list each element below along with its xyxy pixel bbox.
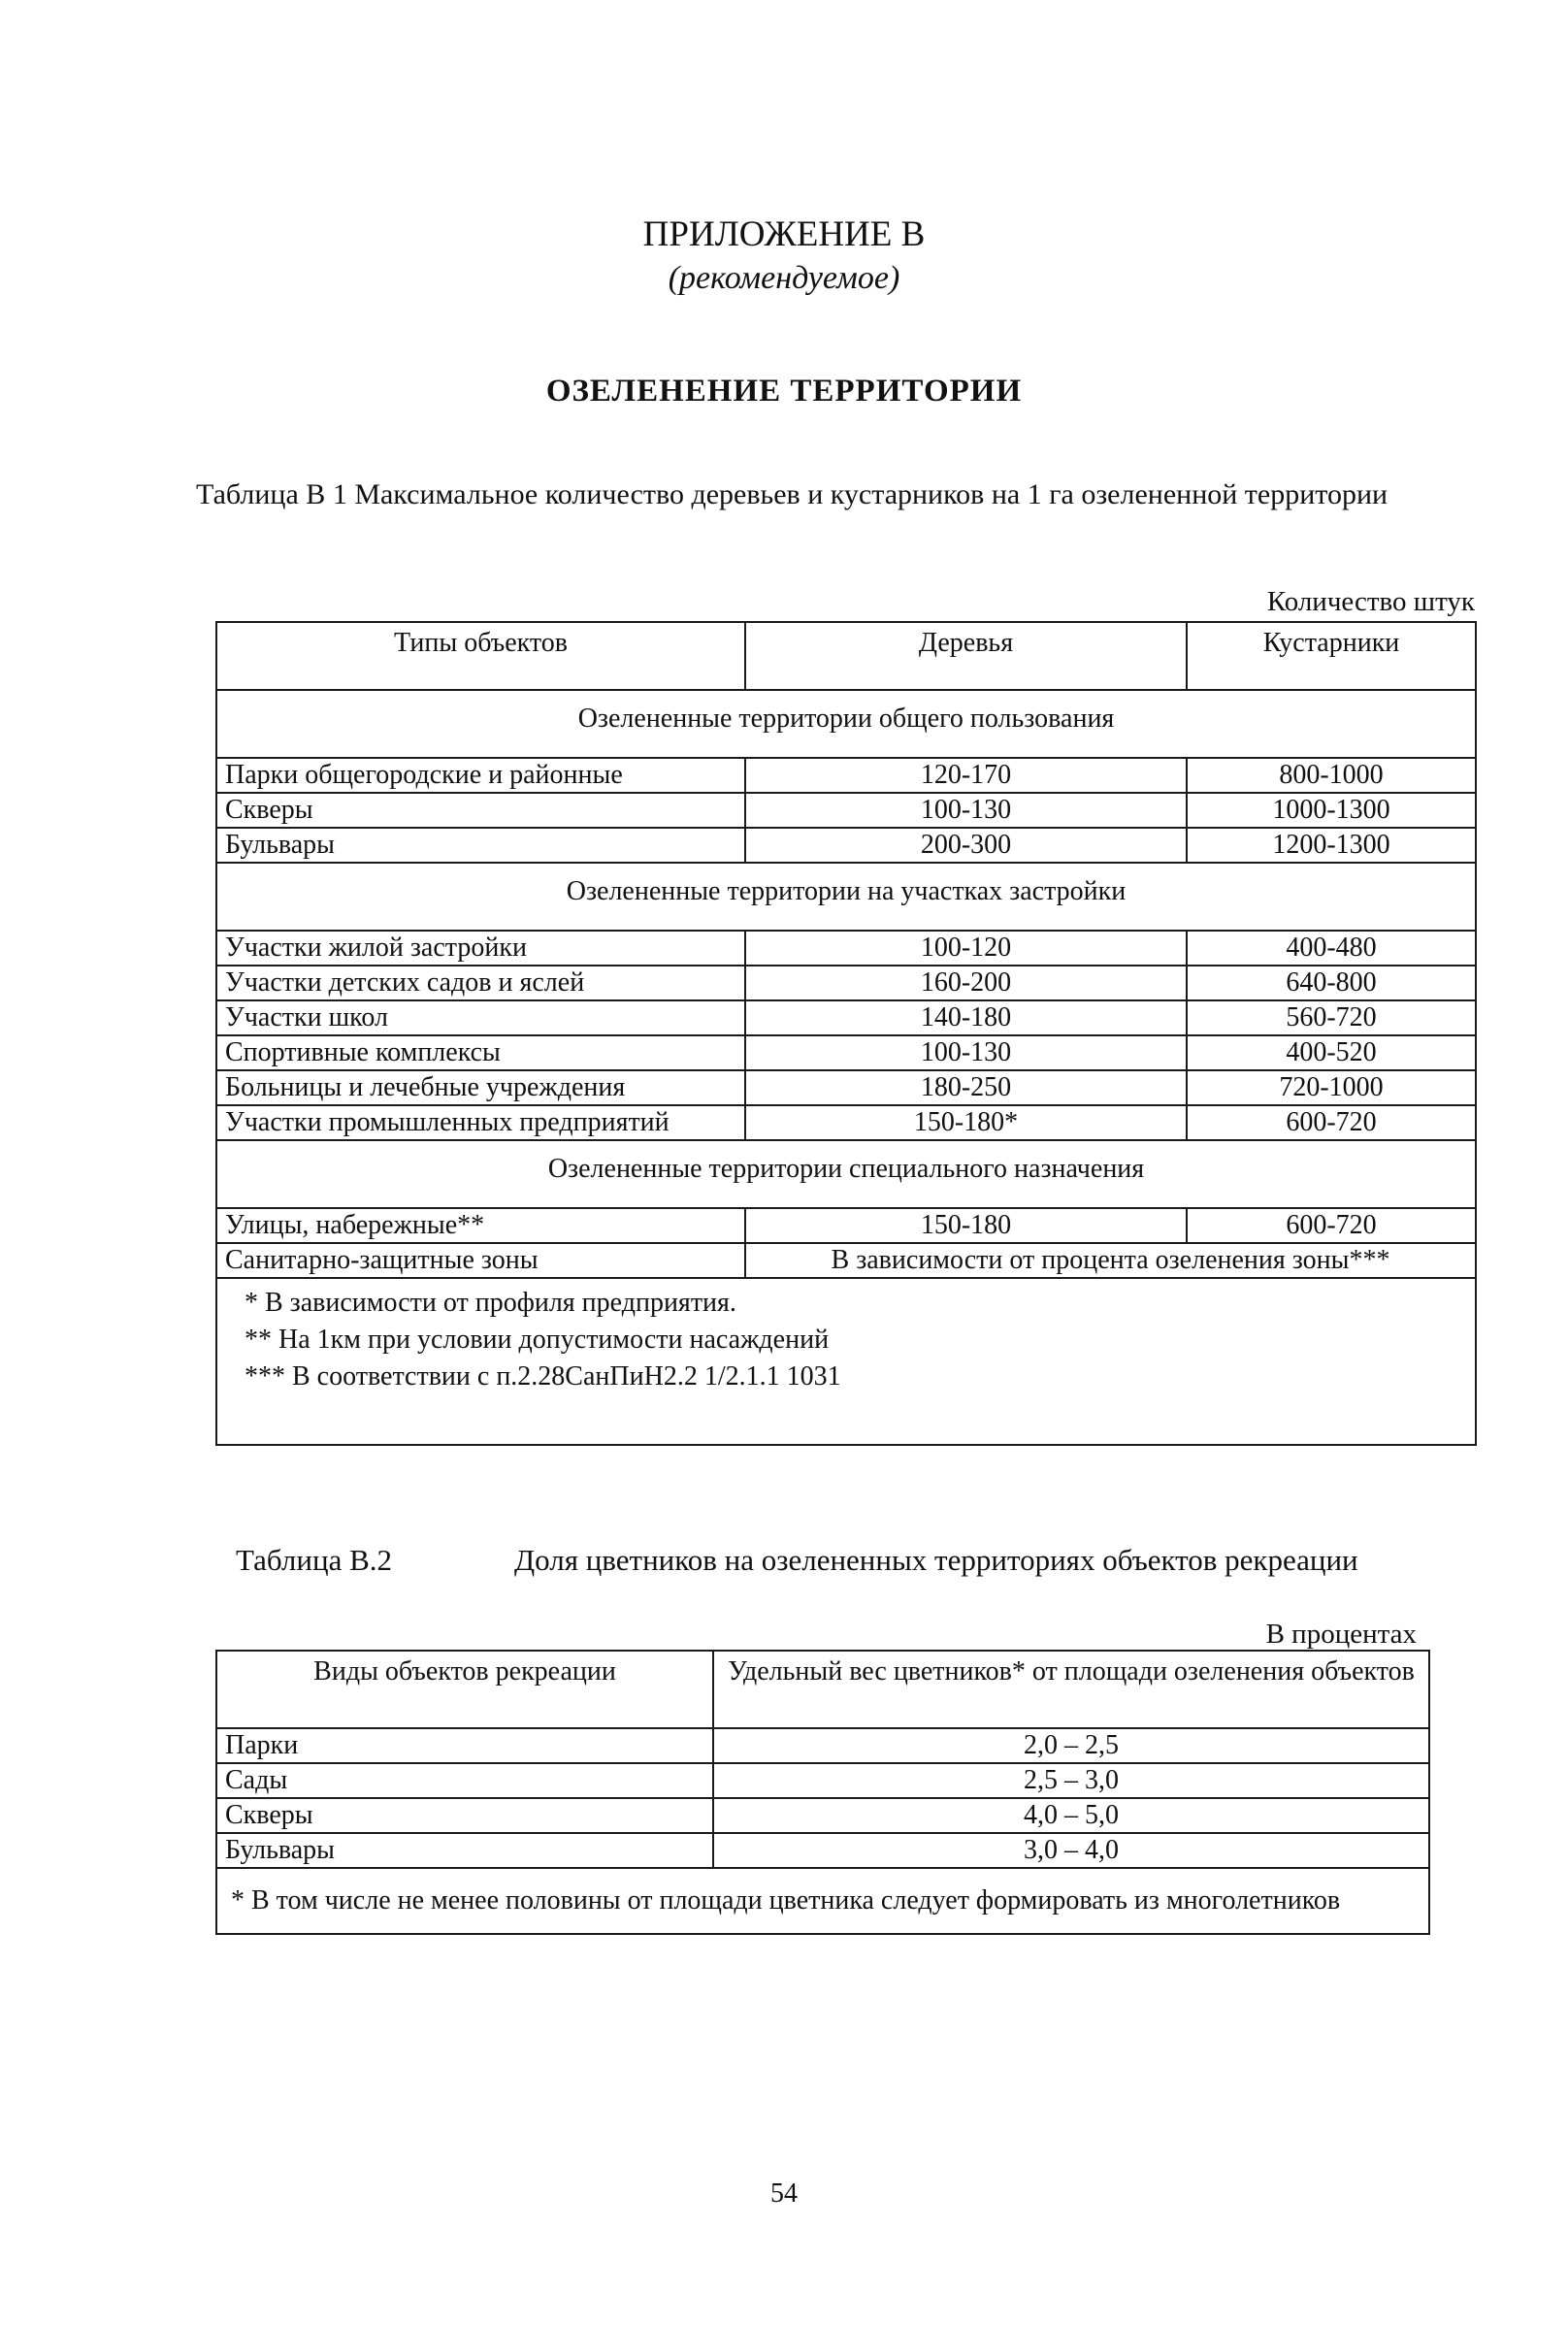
table1-cell-type: Парки общегородские и районные [216,758,745,793]
table1-notes-spacer [245,1395,1461,1438]
table1-cell-shrubs: 600-720 [1187,1208,1476,1243]
table2-header-row [216,1651,1429,1728]
table1-cell-type: Участки промышленных предприятий [216,1105,745,1140]
table1-group-title: Озелененные территории общего пользования [216,690,1476,758]
table1-cell-type: Участки жилой застройки [216,931,745,966]
table2-caption-label: Таблица В.2 [236,1543,393,1577]
table1-cell-shrubs: 720-1000 [1187,1070,1476,1105]
table1-cell-type: Спортивные комплексы [216,1035,745,1070]
table2-header-kind: Виды объектов рекреации [216,1651,713,1728]
table1-cell-type: Больницы и лечебные учреждения [216,1070,745,1105]
table1-cell-shrubs: 560-720 [1187,1000,1476,1035]
table1-cell-shrubs: 600-720 [1187,1105,1476,1140]
table1-cell-span: В зависимости от процента озеленения зоны*** [745,1243,1476,1278]
table2-cell-share: 3,0 – 4,0 [713,1833,1429,1868]
table-row [216,1243,1476,1278]
table2-notes-row [216,1868,1429,1934]
table1-note: ** На 1км при условии допустимости насаждений [245,1325,830,1355]
table1-group-row [216,863,1476,931]
table1-group-row [216,690,1476,758]
table1-header-shrubs: Кустарники [1187,622,1476,690]
table1-cell-type: Участки школ [216,1000,745,1035]
table1-header-row [216,622,1476,690]
table2-cell-kind: Скверы [216,1798,713,1833]
table-row [216,1728,1429,1763]
table1-note: *** В соответствии с п.2.28СанПиН2.2 1/2.1.1 1031 [245,1361,841,1392]
table1-notes [216,1278,1476,1445]
table1-cell-type: Скверы [216,793,745,828]
table1-header-type: Типы объектов [216,622,745,690]
table1-cell-shrubs: 800-1000 [1187,758,1476,793]
table1-cell-shrubs: 400-480 [1187,931,1476,966]
table1 [215,621,1477,1446]
table-row [216,1208,1476,1243]
table1-cell-trees: 100-120 [745,931,1187,966]
table2-cell-kind: Парки [216,1728,713,1763]
table1-cell-trees: 100-130 [745,1035,1187,1070]
table2-cell-share: 4,0 – 5,0 [713,1798,1429,1833]
table1-cell-trees: 200-300 [745,828,1187,863]
section-title: ОЗЕЛЕНЕНИЕ ТЕРРИТОРИИ [545,374,1023,409]
table1-units: Количество штук [1266,586,1475,617]
table1-group-title: Озелененные территории на участках застройки [216,863,1476,931]
table1-cell-trees: 100-130 [745,793,1187,828]
table1-group-title: Озелененные территории специального назначения [216,1140,1476,1208]
table1-group-row [216,1140,1476,1208]
table1-cell-trees: 150-180 [745,1208,1187,1243]
table2 [215,1650,1430,1935]
table2-cell-share: 2,5 – 3,0 [713,1763,1429,1798]
table2-cell-share: 2,0 – 2,5 [713,1728,1429,1763]
table-row [216,1833,1429,1868]
table-row [216,966,1476,1000]
table1-note: * В зависимости от профиля предприятия. [245,1288,736,1318]
table-row [216,793,1476,828]
table2-cell-kind: Сады [216,1763,713,1798]
table-row [216,1070,1476,1105]
table2-note: * В том числе не менее половины от площади цветника следует формировать из многолетников [216,1868,1429,1934]
table1-cell-trees: 160-200 [745,966,1187,1000]
table-row [216,1000,1476,1035]
table-row [216,1035,1476,1070]
table1-cell-shrubs: 640-800 [1187,966,1476,1000]
table2-cell-kind: Бульвары [216,1833,713,1868]
table1-caption: Таблица В 1 Максимальное количество деревьев и кустарников на 1 га озелененной территории [196,478,1388,510]
table1-cell-shrubs: 400-520 [1187,1035,1476,1070]
appendix-title: ПРИЛОЖЕНИЕ В [642,214,926,254]
table1-notes-row [216,1278,1476,1445]
table-row [216,931,1476,966]
table2-caption-title: Доля цветников на озелененных территориях объектов рекреации [514,1543,1358,1577]
table-row [216,1105,1476,1140]
page-number: 54 [770,2178,798,2209]
table1-cell-type: Бульвары [216,828,745,863]
table1-cell-type: Санитарно-защитные зоны [216,1243,745,1278]
table1-cell-trees: 180-250 [745,1070,1187,1105]
table1-cell-shrubs: 1200-1300 [1187,828,1476,863]
table-row [216,758,1476,793]
appendix-subtitle: (рекомендуемое) [668,260,900,296]
table1-cell-shrubs: 1000-1300 [1187,793,1476,828]
table1-cell-type: Улицы, набережные** [216,1208,745,1243]
table2-units: В процентах [1265,1619,1417,1650]
table-row [216,828,1476,863]
table2-header-share: Удельный вес цветников* от площади озеленения объектов [713,1651,1429,1728]
table-row [216,1763,1429,1798]
table1-cell-trees: 120-170 [745,758,1187,793]
table1-cell-type: Участки детских садов и яслей [216,966,745,1000]
table-row [216,1798,1429,1833]
table1-cell-trees: 140-180 [745,1000,1187,1035]
table1-header-trees: Деревья [745,622,1187,690]
table1-cell-trees: 150-180* [745,1105,1187,1140]
